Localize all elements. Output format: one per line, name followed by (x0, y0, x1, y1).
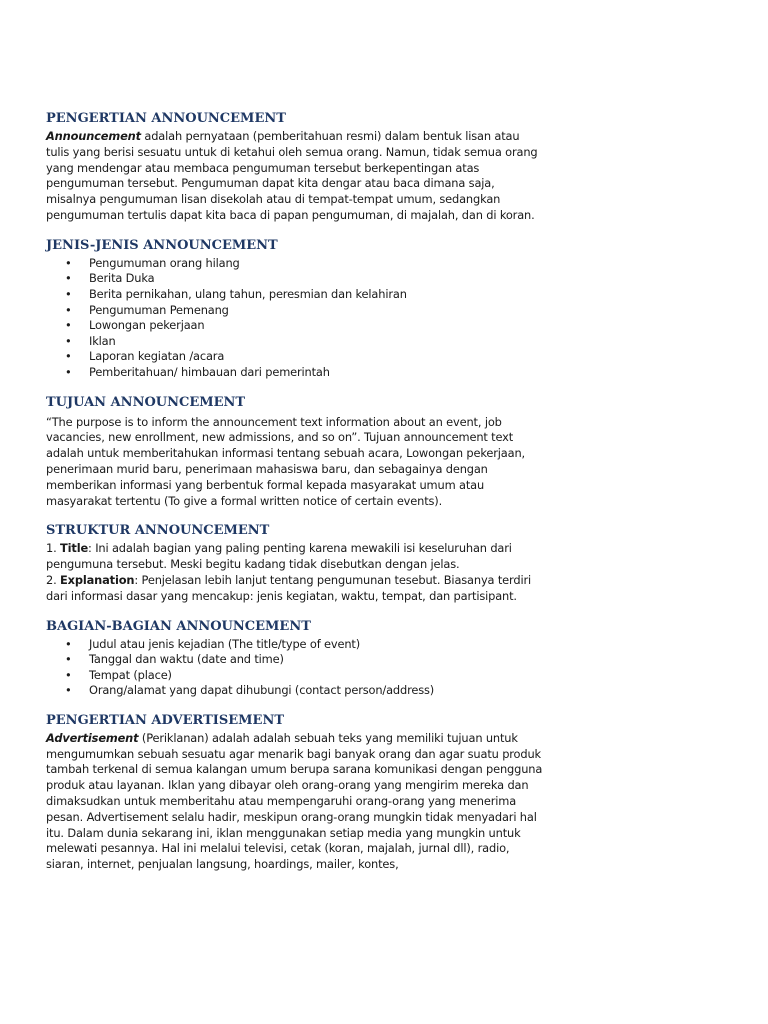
struktur-item-title (46, 541, 546, 573)
term-explanation: Explanation (60, 572, 135, 587)
list-item: • Lowongan pekerjaan (46, 318, 546, 334)
section-jenis-announcement (46, 238, 546, 381)
list-item: • Berita pernikahan, ulang tahun, peresmian dan kelahiran (46, 287, 546, 303)
item-number: 1. (46, 541, 61, 556)
bullet-list (46, 637, 546, 699)
struktur-item-explanation (46, 573, 546, 605)
section-heading: BAGIAN-BAGIAN ANNOUNCEMENT (46, 618, 311, 634)
list-item: • Tanggal dan waktu (date and time) (46, 652, 546, 668)
section-paragraph: “The purpose is to inform the announcement text information about an event, job vacancies, new enrollment, new admissions, and so on”. Tujuan announcement text adalah untuk memberitahukan informasi tentang sebuah acara, Lowongan pekerjaan, penerimaan murid baru, penerimaan mahasiswa baru, dan sebagainya dengan memberikan informasi yang berbentuk formal kepada masyarakat umum atau masyarakat tertentu (To give a formal written notice of certain events). (46, 414, 525, 508)
section-pengertian-announcement (46, 111, 546, 224)
item-text: : Penjelasan lebih lanjut tentang pengumunan tesebut. Biasanya terdiri dari informasi dasar yang mencakup: jenis kegiatan, waktu, tempat, dan partisipant. (46, 572, 532, 603)
list-item: • Pengumuman Pemenang (46, 303, 546, 319)
section-paragraph (46, 129, 546, 224)
list-item: • Tempat (place) (46, 668, 546, 684)
section-heading: PENGERTIAN ADVERTISEMENT (46, 712, 285, 728)
item-text: : Ini adalah bagian yang paling penting karena mewakili isi keseluruhan dari pengumuna tersebut. Meski begitu kadang tidak disebutkan dengan jelas. (46, 541, 512, 572)
term-announcement: Announcement (46, 129, 141, 143)
section-heading: STRUKTUR ANNOUNCEMENT (46, 523, 270, 539)
section-heading: JENIS-JENIS ANNOUNCEMENT (46, 237, 278, 253)
paragraph-text: adalah pernyataan (pemberitahuan resmi) dalam bentuk lisan atau tulis yang berisi sesuatu untuk di ketahui oleh semua orang. Namun, tidak semua orang yang mendengar atau membaca pengumuman tersebut berkepentingan atas pengumuman tersebut. Pengumuman dapat kita dengar atau baca dimana saja, misalnya pengumuman lisan disekolah atau di tempat-tempat umum, sedangkan pengumuman tertulis dapat kita baca di papan pengumuman, di majalah, dan di koran. (46, 129, 538, 222)
section-tujuan-announcement (46, 395, 546, 510)
section-bagian-announcement (46, 619, 546, 699)
list-item: • Judul atau jenis kejadian (The title/type of event) (46, 637, 546, 653)
bullet-list (46, 256, 546, 381)
section-pengertian-advertisement (46, 713, 546, 873)
list-item: • Iklan (46, 334, 546, 350)
list-item: • Orang/alamat yang dapat dihubungi (contact person/address) (46, 683, 546, 699)
list-item: • Pemberitahuan/ himbauan dari pemerintah (46, 365, 546, 381)
section-paragraph (46, 731, 546, 873)
section-heading: TUJUAN ANNOUNCEMENT (46, 394, 246, 410)
list-item: • Berita Duka (46, 271, 546, 287)
list-item: • Pengumuman orang hilang (46, 256, 546, 272)
item-number: 2. (46, 572, 61, 587)
document-content (46, 111, 546, 887)
section-struktur-announcement (46, 523, 546, 604)
term-advertisement: Advertisement (46, 730, 139, 745)
section-heading: PENGERTIAN ANNOUNCEMENT (46, 111, 286, 126)
paragraph-text: (Periklanan) adalah adalah sebuah teks yang memiliki tujuan untuk mengumumkan sebuah sesuatu agar menarik bagi banyak orang dan agar suatu produk tambah terkenal di semua kalangan umum berupa sarana komunikasi dengan pengguna produk atau layanan. Iklan yang dibayar oleh orang-orang yang mengirim mereka dan dimaksudkan untuk memberitahu atau mempengaruhi orang-orang yang menerima pesan. Advertisement selalu hadir, meskipun orang-orang mungkin tidak menyadari hal itu. Dalam dunia sekarang ini, iklan menggunakan setiap media yang mungkin untuk melewati pesannya. Hal ini melalui televisi, cetak (koran, majalah, jurnal dll), radio, siaran, internet, penjualan langsung, hoardings, mailer, kontes, (46, 730, 543, 872)
term-title: Title (60, 541, 89, 556)
list-item: • Laporan kegiatan /acara (46, 349, 546, 365)
